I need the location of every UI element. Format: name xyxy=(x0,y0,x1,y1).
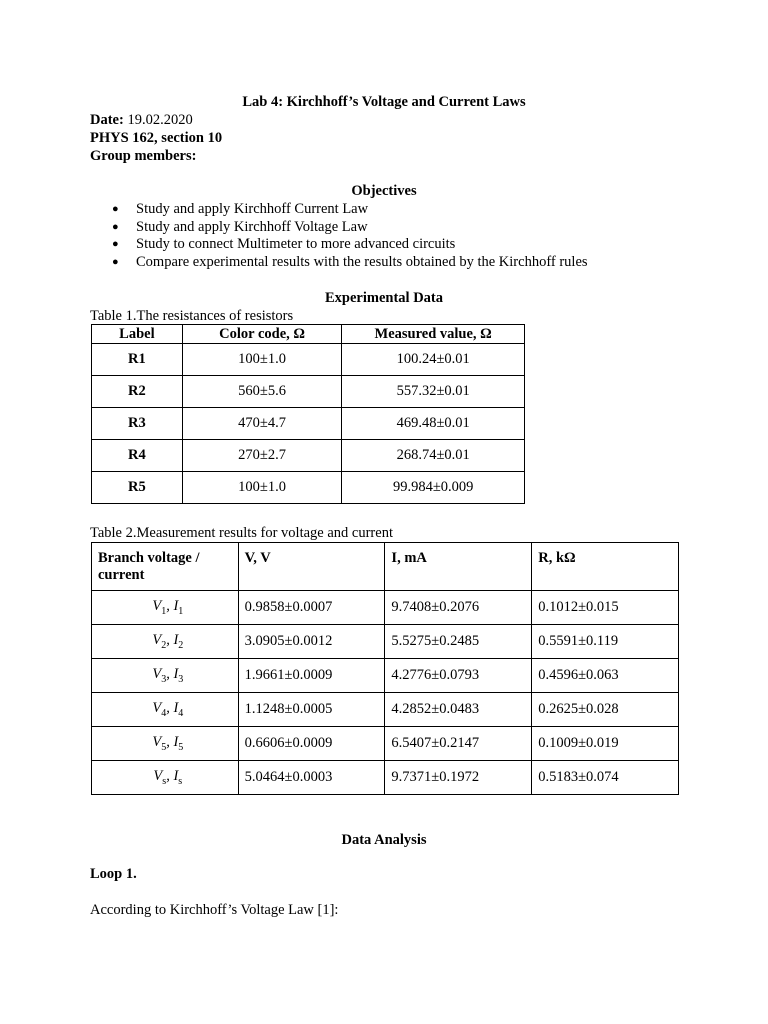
table-header-cell: Label xyxy=(92,325,183,344)
table-header-row xyxy=(92,325,525,344)
table-cell: 1.9661±0.0009 xyxy=(238,659,385,693)
date-value: 19.02.2020 xyxy=(123,112,193,128)
table-row xyxy=(92,344,525,376)
table-cell: 469.48±0.01 xyxy=(342,408,525,440)
table-header-cell: V, V xyxy=(238,543,385,591)
table-cell: 1.1248±0.0005 xyxy=(238,693,385,727)
list-item: ● Study to connect Multimeter to more advanced circuits xyxy=(90,236,588,254)
table-cell: 0.9858±0.0007 xyxy=(238,591,385,625)
table1-caption: Table 1.The resistances of resistors xyxy=(90,308,294,324)
table-cell: 0.1009±0.019 xyxy=(532,727,679,761)
table-row xyxy=(92,659,679,693)
table-cell: 100.24±0.01 xyxy=(342,344,525,376)
branch-label: $V_s$, $I_s$ xyxy=(92,761,239,795)
group-members-label: Group members: xyxy=(90,148,197,164)
branch-label: $V_1$, $I_1$ xyxy=(92,591,239,625)
table-cell: 270±2.7 xyxy=(182,440,342,472)
resistances-table xyxy=(91,324,525,504)
date-line xyxy=(90,112,193,129)
table-header-cell: I, mA xyxy=(385,543,532,591)
table-cell: 560±5.6 xyxy=(182,376,342,408)
data-analysis-heading: Data Analysis xyxy=(341,832,427,848)
table-header-cell: Measured value, Ω xyxy=(342,325,525,344)
list-item: ● Study and apply Kirchhoff Voltage Law xyxy=(90,219,588,237)
table-cell: R3 xyxy=(92,408,183,440)
list-item: ● Compare experimental results with the results obtained by the Kirchhoff rules xyxy=(90,254,588,272)
table-cell: R2 xyxy=(92,376,183,408)
table-cell: 268.74±0.01 xyxy=(342,440,525,472)
kvl-statement: According to Kirchhoff’s Voltage Law [1]: xyxy=(90,902,339,918)
table-row xyxy=(92,440,525,472)
table-cell: 0.5183±0.074 xyxy=(532,761,679,795)
table-cell: R5 xyxy=(92,472,183,504)
table-header-cell: Branch voltage / current xyxy=(92,543,239,591)
objectives-heading: Objectives xyxy=(351,183,417,199)
date-label: Date: xyxy=(90,112,124,128)
table-cell: 100±1.0 xyxy=(182,344,342,376)
table-cell: 5.0464±0.0003 xyxy=(238,761,385,795)
document-title: Lab 4: Kirchhoff’s Voltage and Current Laws xyxy=(242,94,526,110)
table-cell: 470±4.7 xyxy=(182,408,342,440)
table-row xyxy=(92,727,679,761)
table-cell: 9.7371±0.1972 xyxy=(385,761,532,795)
branch-label: $V_2$, $I_2$ xyxy=(92,625,239,659)
course-line: PHYS 162, section 10 xyxy=(90,130,223,146)
branch-label: $V_4$, $I_4$ xyxy=(92,693,239,727)
table-header-row xyxy=(92,543,679,591)
table-row xyxy=(92,408,525,440)
table-header-cell: Color code, Ω xyxy=(182,325,342,344)
table-cell: 5.5275±0.2485 xyxy=(385,625,532,659)
table-row xyxy=(92,472,525,504)
table-row xyxy=(92,591,679,625)
loop-heading: Loop 1. xyxy=(90,866,137,882)
table-cell: R4 xyxy=(92,440,183,472)
table-cell: 557.32±0.01 xyxy=(342,376,525,408)
table-row xyxy=(92,693,679,727)
table-cell: 9.7408±0.2076 xyxy=(385,591,532,625)
table-cell: 0.6606±0.0009 xyxy=(238,727,385,761)
measurements-table xyxy=(91,542,679,795)
table-row xyxy=(92,761,679,795)
table2-caption: Table 2.Measurement results for voltage and current xyxy=(90,525,393,541)
branch-label: $V_5$, $I_5$ xyxy=(92,727,239,761)
experimental-data-heading: Experimental Data xyxy=(325,290,443,306)
table-cell: 100±1.0 xyxy=(182,472,342,504)
table-row xyxy=(92,625,679,659)
objectives-list xyxy=(90,201,588,272)
table-cell: 6.5407±0.2147 xyxy=(385,727,532,761)
table-cell: R1 xyxy=(92,344,183,376)
table-cell: 3.0905±0.0012 xyxy=(238,625,385,659)
table-cell: 0.1012±0.015 xyxy=(532,591,679,625)
table-cell: 0.4596±0.063 xyxy=(532,659,679,693)
table-cell: 0.2625±0.028 xyxy=(532,693,679,727)
table-header-cell: R, kΩ xyxy=(532,543,679,591)
table-cell: 4.2852±0.0483 xyxy=(385,693,532,727)
list-item: ● Study and apply Kirchhoff Current Law xyxy=(90,201,588,219)
table-row xyxy=(92,376,525,408)
table-cell: 99.984±0.009 xyxy=(342,472,525,504)
table-cell: 4.2776±0.0793 xyxy=(385,659,532,693)
branch-label: $V_3$, $I_3$ xyxy=(92,659,239,693)
table-cell: 0.5591±0.119 xyxy=(532,625,679,659)
